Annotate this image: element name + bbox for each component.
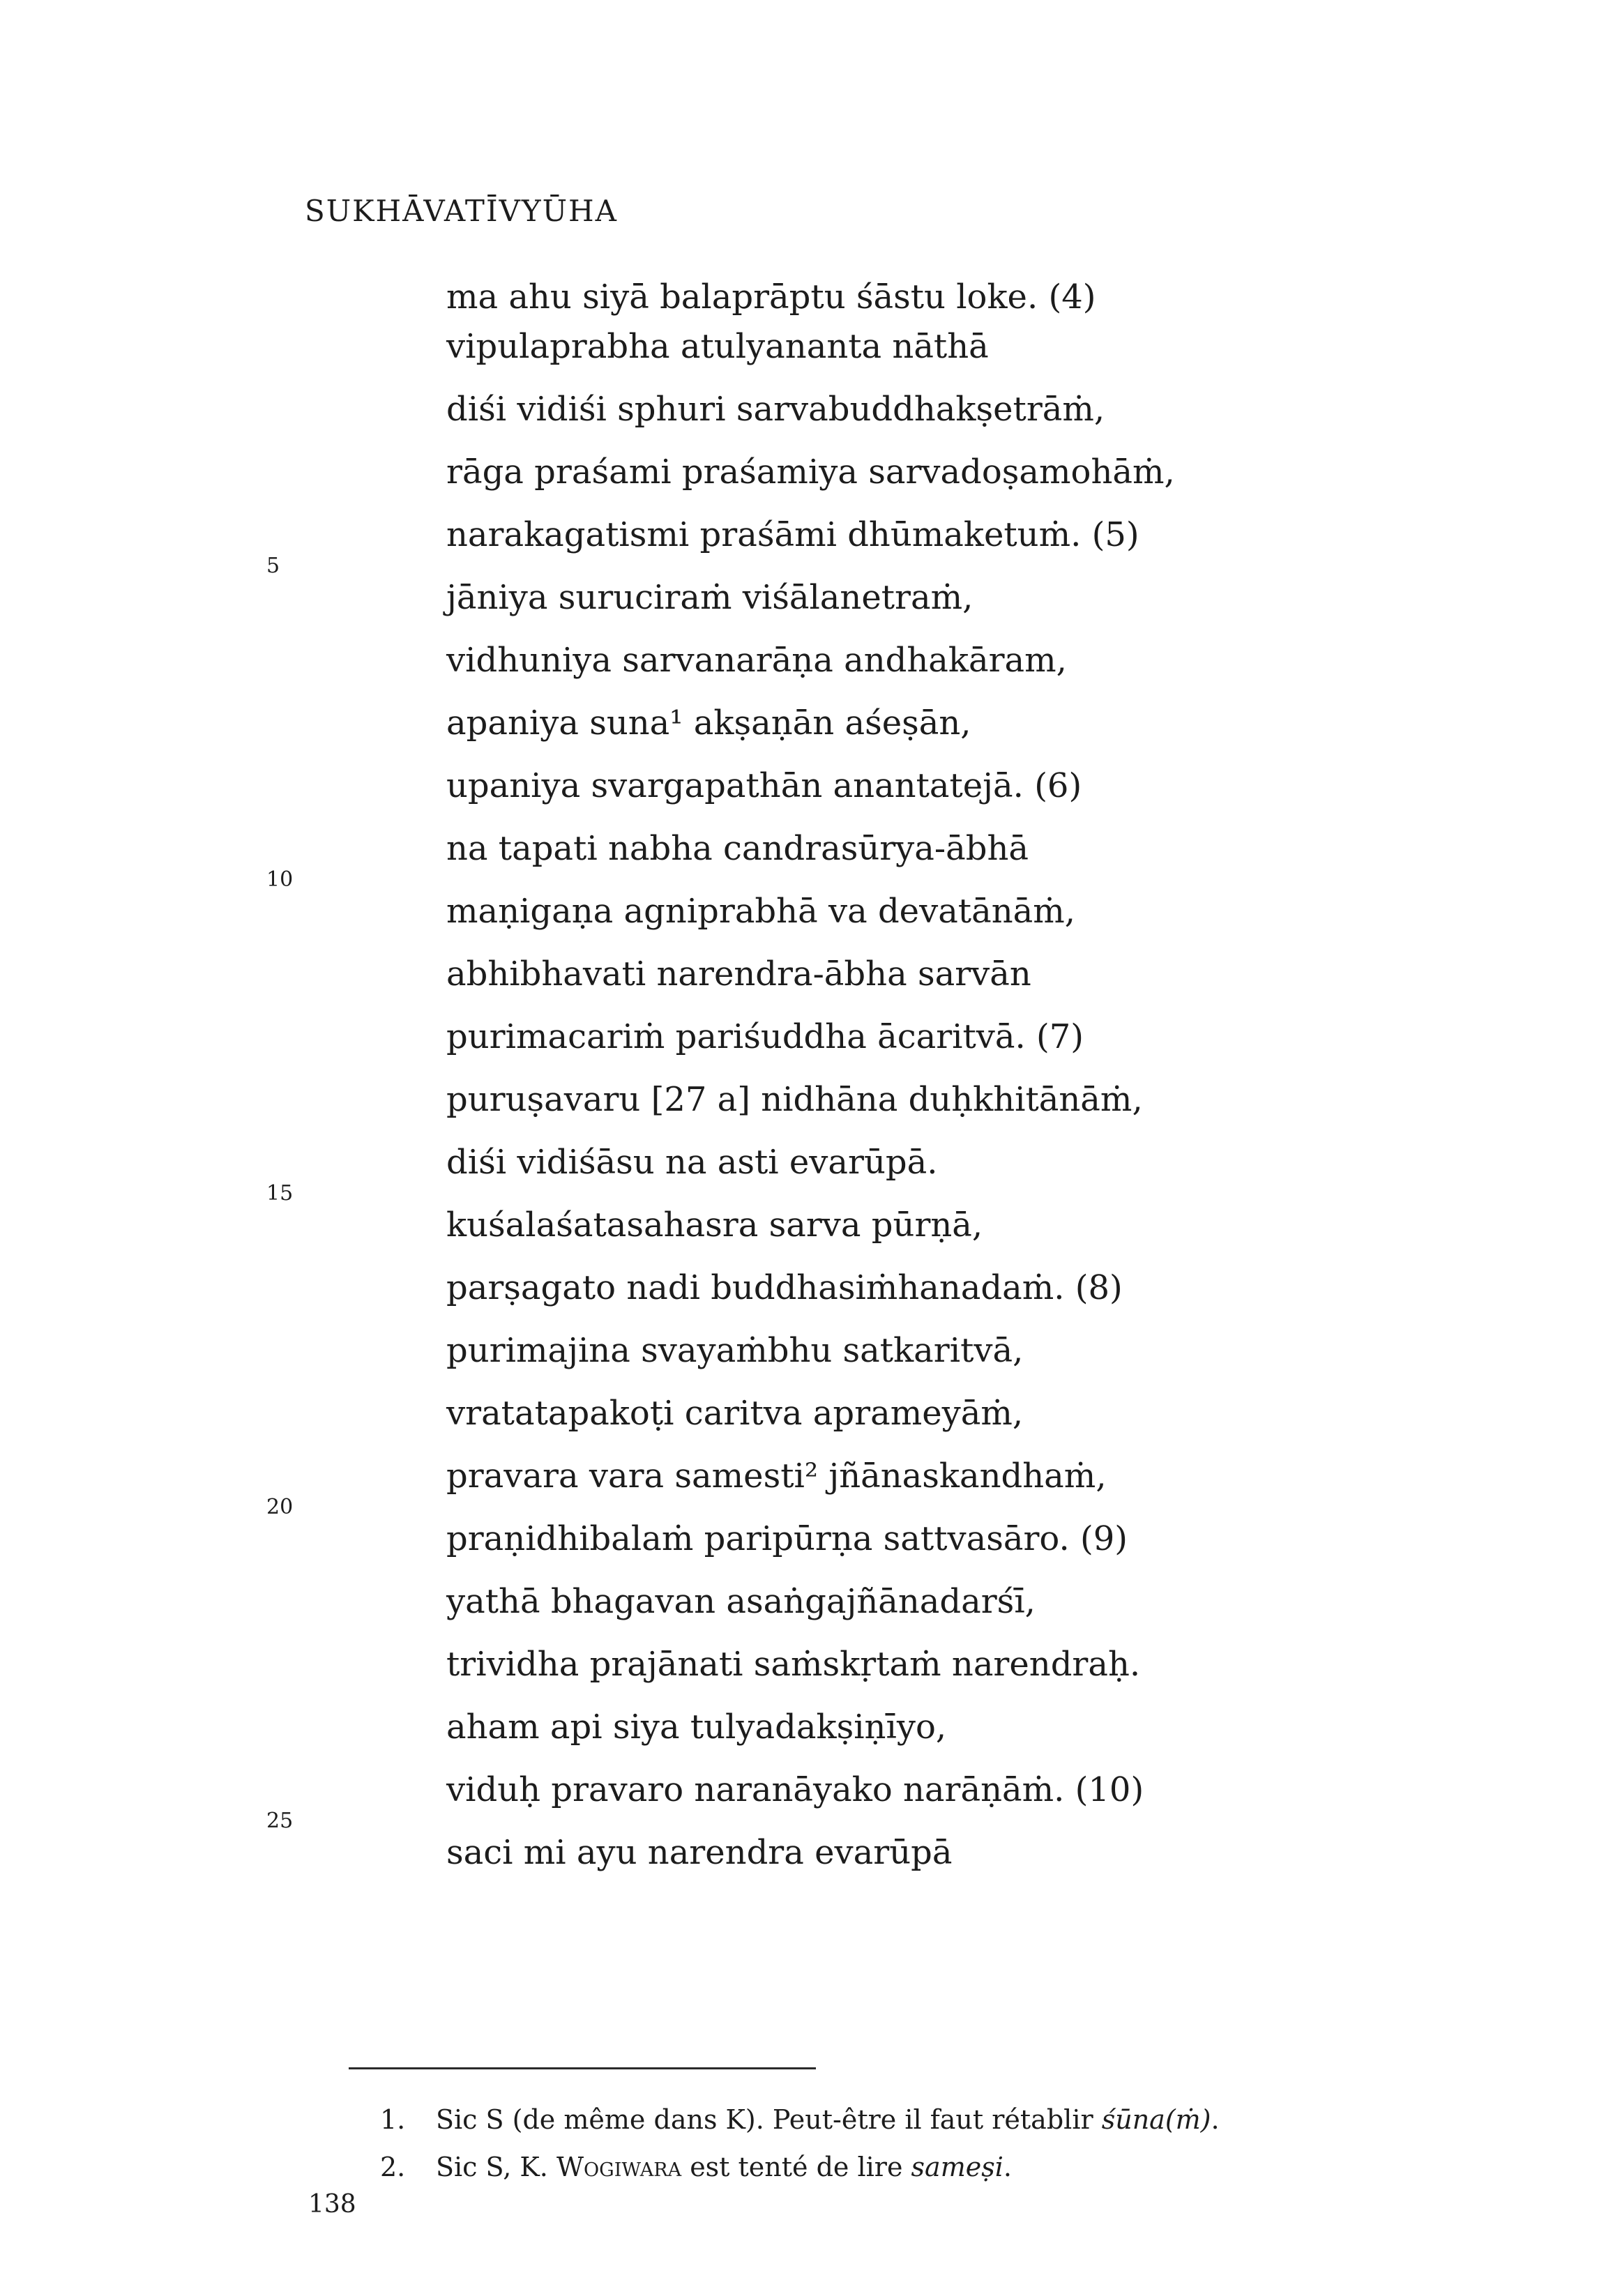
running-head: SUKHĀVATĪVYŪHA bbox=[305, 194, 618, 228]
verse-line-15: diśi vidiśāsu na asti evarūpā. bbox=[446, 1143, 938, 1182]
verse-line-20: pravara vara samesti² jñānaskandhaṁ, bbox=[446, 1457, 1107, 1496]
verse-line-14: puruṣavaru [27 a] nidhāna duḥkhitānāṁ, bbox=[446, 1080, 1143, 1119]
page-number: 138 bbox=[308, 2190, 356, 2219]
verse-line-1: ma ahu siyā balaprāptu śāstu loke. (4) bbox=[446, 278, 1096, 317]
verse-line-21: praṇidhibalaṁ paripūrṇa sattvasāro. (9) bbox=[446, 1519, 1128, 1558]
line-number-25: 25 bbox=[266, 1809, 294, 1833]
verse-line-4: rāga praśami praśamiya sarvadoṣamohāṁ, bbox=[446, 453, 1175, 492]
verse-line-7: vidhuniya sarvanarāṇa andhakāram, bbox=[446, 641, 1067, 680]
verse-line-18: purimajina svayaṁbhu satkaritvā, bbox=[446, 1331, 1024, 1370]
footnote-author: Wogiwara bbox=[556, 2152, 682, 2182]
line-number-15: 15 bbox=[266, 1181, 294, 1206]
verse-line-2: vipulaprabha atulyananta nāthā bbox=[446, 327, 989, 366]
footnote-text-end: . bbox=[1211, 2104, 1220, 2135]
verse-line-12: abhibhavati narendra-ābha sarvān bbox=[446, 955, 1031, 994]
verse-line-6: jāniya suruciraṁ viśālanetraṁ, bbox=[446, 578, 974, 617]
verse-line-5: narakagatismi praśāmi dhūmaketuṁ. (5) bbox=[446, 515, 1139, 554]
verse-line-10: na tapati nabha candrasūrya-ābhā bbox=[446, 829, 1029, 868]
verse-line-16: kuśalaśatasahasra sarva pūrṇā, bbox=[446, 1206, 983, 1245]
line-number-10: 10 bbox=[266, 867, 294, 892]
verse-line-24: aham api siya tulyadakṣiṇīyo, bbox=[446, 1708, 947, 1747]
footnote-text-mid: est tenté de lire bbox=[681, 2152, 911, 2182]
footnote-text: Sic S (de même dans K). Peut-être il faut rétablir bbox=[436, 2104, 1102, 2135]
footnote-2 bbox=[380, 2150, 1468, 2184]
line-number-20: 20 bbox=[266, 1495, 294, 1519]
verse-line-13: purimacariṁ pariśuddha ācaritvā. (7) bbox=[446, 1017, 1084, 1056]
verse-line-26: saci mi ayu narendra evarūpā bbox=[446, 1833, 953, 1872]
verse-line-23: trividha prajānati saṁskṛtaṁ narendraḥ. bbox=[446, 1645, 1141, 1684]
verse-line-19: vratatapakoṭi caritva aprameyāṁ, bbox=[446, 1394, 1024, 1433]
footnote-italic: sameṣi bbox=[911, 2152, 1003, 2182]
verse-line-22: yathā bhagavan asaṅgajñānadarśī, bbox=[446, 1582, 1036, 1621]
footnote-rule bbox=[349, 2067, 816, 2069]
footnote-1 bbox=[380, 2102, 1468, 2137]
verse-line-17: parṣagato nadi buddhasiṁhanadaṁ. (8) bbox=[446, 1268, 1123, 1307]
verse-line-8: apaniya suna¹ akṣaṇān aśeṣān, bbox=[446, 704, 971, 743]
verse-line-11: maṇigaṇa agniprabhā va devatānāṁ, bbox=[446, 892, 1076, 931]
footnote-number: 1. bbox=[380, 2104, 406, 2135]
footnote-text-end: . bbox=[1003, 2152, 1012, 2182]
footnote-italic: śūna(ṁ) bbox=[1101, 2104, 1211, 2135]
footnote-number: 2. bbox=[380, 2152, 406, 2182]
verse-line-25: viduḥ pravaro naranāyako narāṇāṁ. (10) bbox=[446, 1770, 1144, 1809]
line-number-5: 5 bbox=[266, 554, 280, 578]
verse-line-9: upaniya svargapathān anantatejā. (6) bbox=[446, 766, 1082, 805]
verse-line-3: diśi vidiśi sphuri sarvabuddhakṣetrāṁ, bbox=[446, 390, 1105, 429]
footnote-text: Sic S, K. bbox=[436, 2152, 556, 2182]
